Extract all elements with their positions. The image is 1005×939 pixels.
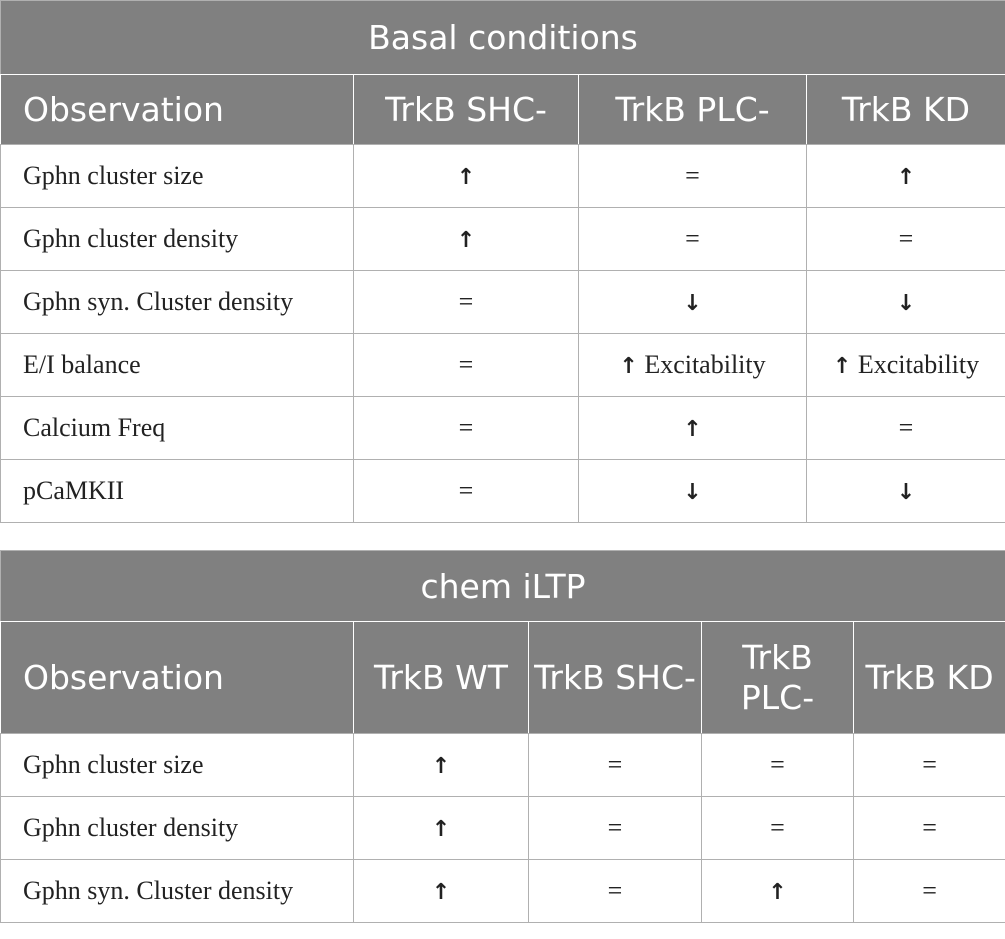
table-cell (807, 271, 1005, 334)
table-cell (579, 460, 807, 523)
row-label: Gphn cluster density (1, 797, 354, 860)
table-cell: = (807, 208, 1005, 271)
row-label: Gphn syn. Cluster density (1, 271, 354, 334)
table-cell: = (854, 734, 1005, 797)
table-cell (354, 145, 579, 208)
row-label: Gphn cluster size (1, 145, 354, 208)
table-row (1, 334, 1005, 397)
table-cell (807, 145, 1005, 208)
table-row (1, 145, 1005, 208)
table-cell: = (354, 334, 579, 397)
row-label: Gphn cluster density (1, 208, 354, 271)
chem-iltp-table (0, 550, 1005, 923)
table-cell: = (529, 860, 702, 923)
column-header-observation: Observation (1, 622, 354, 734)
arrow-up-icon: ↑ (456, 228, 476, 253)
table-row (1, 734, 1005, 797)
column-header-trkb-plc: TrkB PLC- (702, 622, 854, 734)
table-cell (807, 460, 1005, 523)
arrow-up-icon: ↑ (431, 754, 451, 779)
table-cell: = (529, 734, 702, 797)
row-label: Calcium Freq (1, 397, 354, 460)
table-row (1, 860, 1005, 923)
row-label: E/I balance (1, 334, 354, 397)
table-cell (702, 860, 854, 923)
arrow-down-icon: ↓ (896, 480, 916, 505)
table-row (1, 208, 1005, 271)
table-row (1, 460, 1005, 523)
table-cell (354, 208, 579, 271)
table-cell (354, 797, 529, 860)
arrow-up-icon: ↑ (456, 165, 476, 190)
arrow-up-icon: ↑ (768, 880, 787, 905)
arrow-up-icon: ↑ (431, 817, 451, 842)
arrow-up-icon: ↑ (683, 417, 702, 442)
arrow-down-icon: ↓ (683, 480, 702, 505)
column-header-observation: Observation (1, 75, 354, 145)
basal-table-body (1, 145, 1005, 523)
table-cell (579, 271, 807, 334)
table-cell: = (579, 145, 807, 208)
column-header-trkb-shc: TrkB SHC- (354, 75, 579, 145)
arrow-down-icon: ↓ (683, 291, 702, 316)
column-header-trkb-wt: TrkB WT (354, 622, 529, 734)
row-label: Gphn syn. Cluster density (1, 860, 354, 923)
table-cell: = (702, 797, 854, 860)
arrow-up-icon: ↑ (431, 880, 451, 905)
table-cell: ↑ Excitability (579, 334, 807, 397)
table-cell (354, 860, 529, 923)
table-title: Basal conditions (1, 1, 1005, 75)
table-row (1, 797, 1005, 860)
table-cell (579, 397, 807, 460)
table-cell: = (579, 208, 807, 271)
row-label: Gphn cluster size (1, 734, 354, 797)
arrow-down-icon: ↓ (896, 291, 916, 316)
table-cell: = (702, 734, 854, 797)
arrow-up-icon: ↑ (896, 165, 916, 190)
table-cell: ↑ Excitability (807, 334, 1005, 397)
table-row (1, 271, 1005, 334)
table-cell: = (807, 397, 1005, 460)
column-header-trkb-plc: TrkB PLC- (579, 75, 807, 145)
column-header-trkb-kd: TrkB KD (854, 622, 1005, 734)
iltp-table-body (1, 734, 1005, 923)
table-cell (354, 734, 529, 797)
row-label: pCaMKII (1, 460, 354, 523)
table-row (1, 397, 1005, 460)
column-header-trkb-shc: TrkB SHC- (529, 622, 702, 734)
table-cell: = (854, 797, 1005, 860)
table-title: chem iLTP (1, 551, 1005, 622)
arrow-up-icon: ↑ (619, 354, 638, 379)
table-cell: = (354, 271, 579, 334)
table-cell: = (529, 797, 702, 860)
table-cell: = (354, 397, 579, 460)
table-cell: = (354, 460, 579, 523)
column-header-trkb-kd: TrkB KD (807, 75, 1005, 145)
arrow-up-icon: ↑ (832, 354, 852, 379)
table-cell: = (854, 860, 1005, 923)
